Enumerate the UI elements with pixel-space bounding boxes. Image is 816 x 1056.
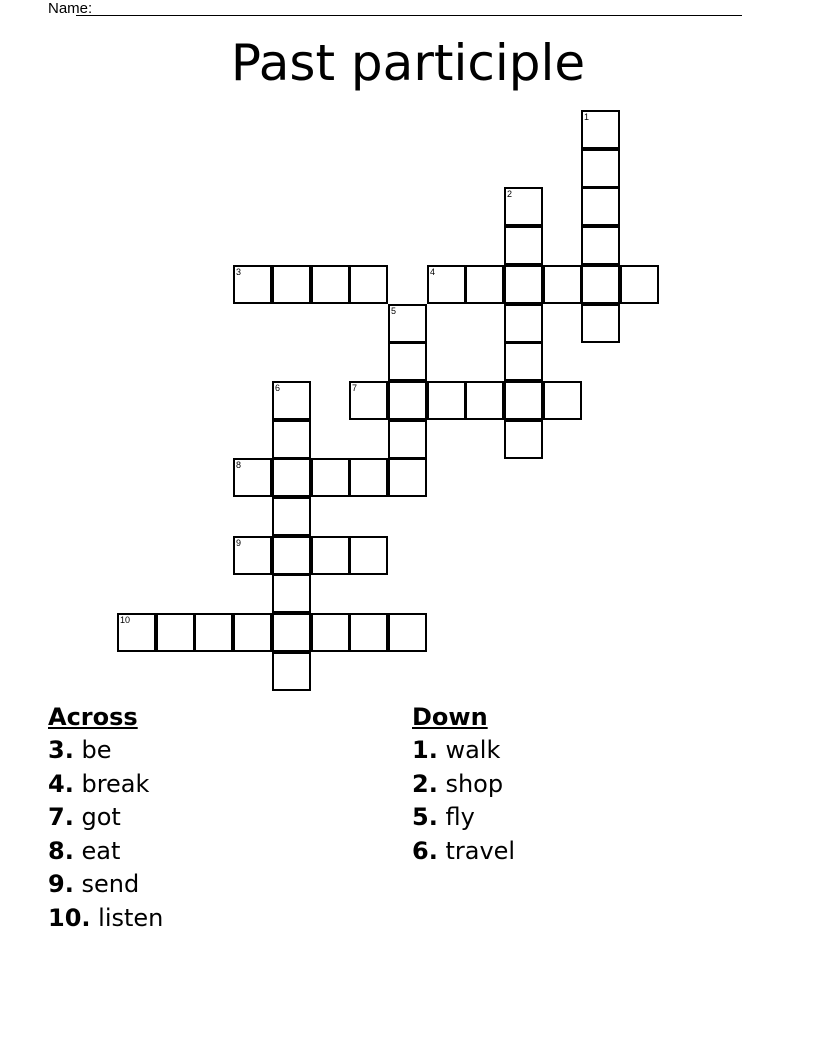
clue-text: walk xyxy=(445,736,501,764)
clue-text: break xyxy=(81,769,150,798)
grid-cell[interactable] xyxy=(311,613,350,652)
grid-cell[interactable] xyxy=(272,381,311,420)
cell-number: 9 xyxy=(236,538,242,548)
grid-cell[interactable] xyxy=(543,265,582,304)
grid-cell[interactable] xyxy=(543,381,582,420)
grid-cell[interactable] xyxy=(272,574,311,613)
grid-cell[interactable] xyxy=(427,381,466,420)
grid-cell[interactable] xyxy=(311,458,350,497)
clue-item xyxy=(48,734,163,768)
clue-item xyxy=(412,768,515,802)
grid-cell[interactable] xyxy=(233,265,272,304)
grid-cell[interactable] xyxy=(465,381,504,420)
down-heading: Down xyxy=(412,703,488,731)
clue-number: 5. xyxy=(412,803,438,831)
clue-item xyxy=(412,835,515,869)
grid-cell[interactable] xyxy=(581,187,620,226)
clue-item xyxy=(48,768,163,802)
page-title: Past participle xyxy=(230,34,586,92)
grid-cell[interactable] xyxy=(388,381,427,420)
clue-text: listen xyxy=(98,903,164,932)
clue-number: 6. xyxy=(412,836,438,865)
cell-number: 3 xyxy=(236,267,242,277)
grid-cell[interactable] xyxy=(349,381,388,420)
grid-cell[interactable] xyxy=(272,613,311,652)
clue-text: send xyxy=(81,870,140,898)
across-clues xyxy=(48,700,163,935)
clue-item xyxy=(48,868,163,902)
cell-number: 7 xyxy=(352,383,358,393)
name-label: Name: xyxy=(48,0,93,17)
clue-item xyxy=(48,835,163,869)
grid-cell[interactable] xyxy=(465,265,504,304)
grid-cell[interactable] xyxy=(272,497,311,536)
clue-text: be xyxy=(81,736,112,764)
grid-cell[interactable] xyxy=(388,458,427,497)
clue-text: shop xyxy=(445,769,504,798)
grid-cell[interactable] xyxy=(349,613,388,652)
grid-cell[interactable] xyxy=(233,458,272,497)
grid-cell[interactable] xyxy=(504,187,543,226)
clue-text: eat xyxy=(81,836,121,865)
grid-cell[interactable] xyxy=(504,342,543,381)
grid-cell[interactable] xyxy=(581,265,620,304)
grid-cell[interactable] xyxy=(194,613,233,652)
grid-cell[interactable] xyxy=(581,110,620,149)
grid-cell[interactable] xyxy=(620,265,659,304)
cell-number: 5 xyxy=(391,306,397,316)
grid-cell[interactable] xyxy=(272,652,311,691)
grid-cell[interactable] xyxy=(349,458,388,497)
clue-item xyxy=(48,902,163,936)
grid-cell[interactable] xyxy=(388,304,427,343)
grid-cell[interactable] xyxy=(272,420,311,459)
grid-cell[interactable] xyxy=(272,265,311,304)
cell-number: 1 xyxy=(584,112,590,122)
grid-cell[interactable] xyxy=(581,304,620,343)
clue-number: 3. xyxy=(48,736,74,764)
grid-cell[interactable] xyxy=(233,613,272,652)
grid-cell[interactable] xyxy=(504,420,543,459)
clue-item xyxy=(48,801,163,835)
clue-number: 7. xyxy=(48,803,74,831)
grid-cell[interactable] xyxy=(504,381,543,420)
clue-number: 10. xyxy=(48,903,91,932)
clue-number: 2. xyxy=(412,769,438,798)
grid-cell[interactable] xyxy=(156,613,195,652)
grid-cell[interactable] xyxy=(504,265,543,304)
grid-cell[interactable] xyxy=(272,536,311,575)
clue-item xyxy=(412,801,515,835)
grid-cell[interactable] xyxy=(117,613,156,652)
grid-cell[interactable] xyxy=(311,265,350,304)
grid-cell[interactable] xyxy=(311,536,350,575)
grid-cell[interactable] xyxy=(272,458,311,497)
grid-cell[interactable] xyxy=(388,420,427,459)
grid-cell[interactable] xyxy=(581,149,620,188)
grid-cell[interactable] xyxy=(233,536,272,575)
clue-number: 4. xyxy=(48,769,74,798)
grid-cell[interactable] xyxy=(349,265,388,304)
clue-number: 1. xyxy=(412,736,438,764)
cell-number: 4 xyxy=(430,267,436,277)
clue-number: 8. xyxy=(48,836,74,865)
clue-text: travel xyxy=(445,836,516,865)
clue-number: 9. xyxy=(48,870,74,898)
clue-text: fly xyxy=(445,803,475,831)
grid-cell[interactable] xyxy=(388,613,427,652)
cell-number: 6 xyxy=(275,383,281,393)
cell-number: 2 xyxy=(507,189,513,199)
down-clues xyxy=(412,700,515,868)
clue-text: got xyxy=(81,803,121,831)
grid-cell[interactable] xyxy=(581,226,620,265)
grid-cell[interactable] xyxy=(427,265,466,304)
across-heading: Across xyxy=(48,703,138,731)
grid-cell[interactable] xyxy=(388,342,427,381)
cell-number: 8 xyxy=(236,460,242,470)
clue-item xyxy=(412,734,515,768)
grid-cell[interactable] xyxy=(349,536,388,575)
cell-number: 10 xyxy=(120,615,131,625)
grid-cell[interactable] xyxy=(504,304,543,343)
grid-cell[interactable] xyxy=(504,226,543,265)
